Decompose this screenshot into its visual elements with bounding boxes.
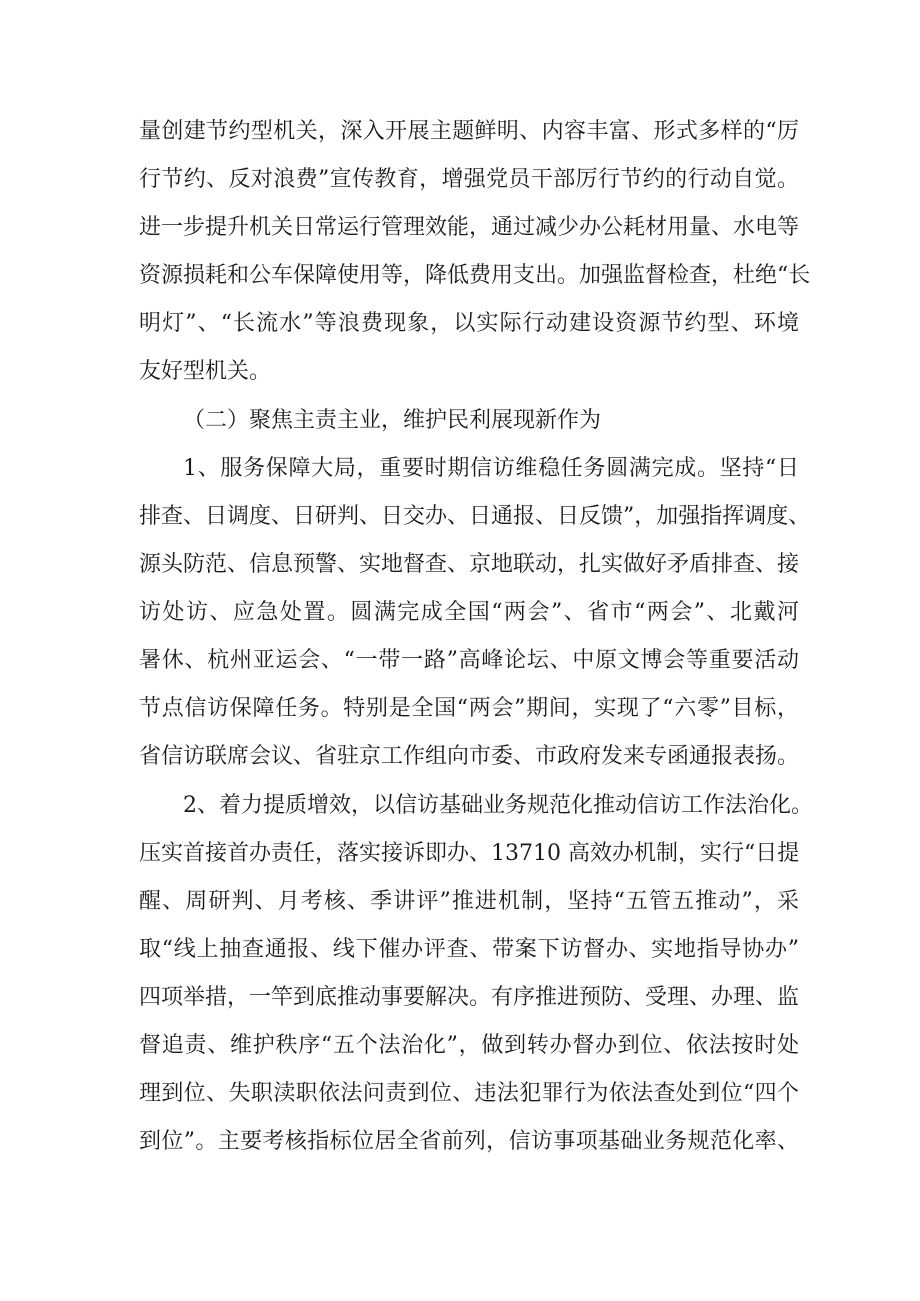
text-line: 四项举措，一竿到底推动事要解决。有序推进预防、受理、办理、监 — [139, 985, 800, 1010]
text-line: 1、服务保障大局，重要时期信访维稳任务圆满完成。坚持“日 — [183, 456, 799, 481]
text-line: 排查、日调度、日研判、日交办、日通报、日反馈”，加强指挥调度、 — [139, 504, 811, 529]
text-line: 行节约、反对浪费”宣传教育，增强党员干部厉行节约的行动自觉。 — [139, 167, 799, 192]
text-line: 压实首接首办责任，落实接诉即办、13710 高效办机制，实行“日提 — [139, 841, 800, 866]
text-line: 省信访联席会议、省驻京工作组向市委、市政府发来专函通报表扬。 — [139, 744, 800, 769]
text-line: 访处访、应急处置。圆满完成全国“两会”、省市“两会”、北戴河 — [139, 600, 799, 625]
text-line: 源头防范、信息预警、实地督查、京地联动，扎实做好矛盾排查、接 — [139, 552, 800, 577]
text-line: 进一步提升机关日常运行管理效能，通过减少办公耗材用量、水电等 — [139, 215, 800, 240]
text-line: 理到位、失职渎职依法问责到位、违法犯罪行为依法查处到位“四个 — [139, 1081, 799, 1106]
text-line: 量创建节约型机关，深入开展主题鲜明、内容丰富、形式多样的“厉 — [139, 119, 799, 144]
text-line: 督追责、维护秩序“五个法治化”，做到转办督办到位、依法按时处 — [139, 1033, 799, 1058]
text-line: 取“线上抽查通报、线下催办评查、带案下访督办、实地指导协办” — [139, 937, 799, 962]
section-heading: （二）聚焦主责主业，维护民利展现新作为 — [183, 408, 602, 433]
text-line: 醒、周研判、月考核、季讲评”推进机制，坚持“五管五推动”，采 — [139, 889, 799, 914]
text-line: 明灯”、“长流水”等浪费现象，以实际行动建设资源节约型、环境 — [139, 311, 799, 336]
text-line: 2、着力提质增效，以信访基础业务规范化推动信访工作法治化。 — [183, 793, 813, 818]
text-line: 资源损耗和公车保障使用等，降低费用支出。加强监督检查，杜绝“长 — [139, 263, 811, 288]
text-line: 节点信访保障任务。特别是全国“两会”期间，实现了“六零”目标， — [139, 696, 799, 721]
text-line: 到位”。主要考核指标位居全省前列，信访事项基础业务规范化率、 — [139, 1129, 799, 1154]
text-line: 暑休、杭州亚运会、“一带一路”高峰论坛、中原文博会等重要活动 — [139, 648, 799, 673]
text-line: 友好型机关。 — [139, 359, 272, 384]
